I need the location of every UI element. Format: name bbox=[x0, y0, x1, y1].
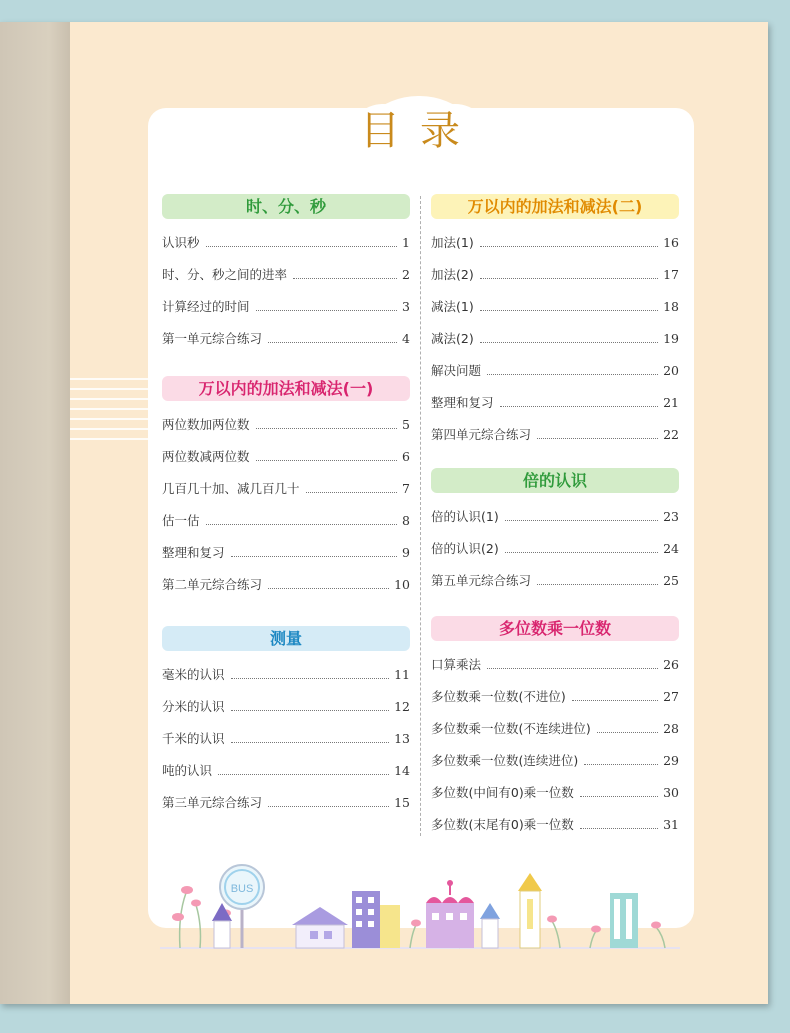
toc-entry[interactable] bbox=[431, 752, 679, 770]
toc-entry-page: 31 bbox=[663, 817, 679, 832]
column-divider bbox=[420, 196, 421, 836]
leader-dots bbox=[218, 773, 389, 775]
toc-entry-title: 两位数加两位数 bbox=[162, 417, 250, 432]
leader-dots bbox=[487, 667, 658, 669]
toc-entry-page: 22 bbox=[663, 427, 679, 442]
toc-entry-page: 11 bbox=[394, 667, 410, 682]
toc-entry[interactable] bbox=[162, 330, 410, 348]
toc-entry-title: 几百几十加、减几百几十 bbox=[162, 481, 300, 496]
toc-entry[interactable] bbox=[431, 688, 679, 706]
toc-entry-page: 15 bbox=[394, 795, 410, 810]
section-header: 多位数乘一位数 bbox=[431, 616, 679, 641]
toc-entry-page: 6 bbox=[402, 449, 410, 464]
leader-dots bbox=[231, 709, 390, 711]
bus-sign-label: BUS bbox=[230, 883, 254, 895]
toc-entry[interactable] bbox=[162, 448, 410, 466]
toc-entry-title: 毫米的认识 bbox=[162, 667, 225, 682]
toc-entry-title: 倍的认识(1) bbox=[431, 509, 499, 524]
toc-entry-title: 加法(2) bbox=[431, 267, 474, 282]
toc-entry[interactable] bbox=[162, 416, 410, 434]
leader-dots bbox=[206, 523, 398, 525]
leader-dots bbox=[256, 309, 398, 311]
leader-dots bbox=[480, 277, 658, 279]
toc-entry-title: 第五单元综合练习 bbox=[431, 573, 532, 588]
toc-entry-page: 10 bbox=[394, 577, 410, 592]
toc-entry[interactable] bbox=[431, 394, 679, 412]
toc-entry[interactable] bbox=[162, 698, 410, 716]
toc-entry-page: 17 bbox=[663, 267, 679, 282]
toc-entry-title: 千米的认识 bbox=[162, 731, 225, 746]
toc-entry-title: 两位数减两位数 bbox=[162, 449, 250, 464]
toc-entry[interactable] bbox=[431, 266, 679, 284]
leader-dots bbox=[487, 373, 658, 375]
toc-entry-page: 13 bbox=[394, 731, 410, 746]
building-icon bbox=[610, 893, 638, 948]
toc-entry-page: 4 bbox=[402, 331, 410, 346]
building-icon bbox=[426, 880, 474, 948]
page-title: 目录 bbox=[360, 108, 480, 154]
leader-dots bbox=[537, 583, 658, 585]
toc-entry-title: 时、分、秒之间的进率 bbox=[162, 267, 288, 282]
toc-entry-page: 21 bbox=[663, 395, 679, 410]
toc-entry[interactable] bbox=[431, 572, 679, 590]
leader-dots bbox=[293, 277, 397, 279]
toc-entry-page: 1 bbox=[402, 235, 410, 250]
toc-entry-title: 多位数(中间有0)乘一位数 bbox=[431, 785, 574, 800]
toc-entry[interactable] bbox=[162, 234, 410, 252]
toc-entry[interactable] bbox=[431, 720, 679, 738]
leader-dots bbox=[537, 437, 658, 439]
house-icon bbox=[480, 903, 500, 948]
toc-entry-page: 23 bbox=[663, 509, 679, 524]
toc-entry-page: 9 bbox=[402, 545, 410, 560]
section-header: 万以内的加法和减法(一) bbox=[162, 376, 410, 401]
toc-entry-page: 26 bbox=[663, 657, 679, 672]
leader-dots bbox=[580, 795, 658, 797]
toc-entry-title: 计算经过的时间 bbox=[162, 299, 250, 314]
building-icon bbox=[352, 891, 400, 948]
leader-dots bbox=[505, 551, 658, 553]
toc-entry-title: 倍的认识(2) bbox=[431, 541, 499, 556]
toc-entry[interactable] bbox=[162, 266, 410, 284]
toc-entry-title: 解决问题 bbox=[431, 363, 482, 378]
toc-entry-title: 认识秒 bbox=[162, 235, 200, 250]
toc-entry[interactable] bbox=[162, 512, 410, 530]
toc-entry-page: 18 bbox=[663, 299, 679, 314]
leader-dots bbox=[268, 805, 389, 807]
leader-dots bbox=[231, 677, 390, 679]
toc-entry[interactable] bbox=[162, 576, 410, 594]
toc-entry-page: 28 bbox=[663, 721, 679, 736]
toc-entry[interactable] bbox=[431, 298, 679, 316]
toc-entry[interactable] bbox=[162, 544, 410, 562]
toc-entry-title: 第二单元综合练习 bbox=[162, 577, 263, 592]
flower-icon bbox=[552, 921, 665, 948]
leader-dots bbox=[306, 491, 398, 493]
section-header: 测量 bbox=[162, 626, 410, 651]
toc-entry[interactable] bbox=[431, 816, 679, 834]
section-header: 倍的认识 bbox=[431, 468, 679, 493]
toc-entry-title: 整理和复习 bbox=[431, 395, 494, 410]
toc-entry-title: 多位数(末尾有0)乘一位数 bbox=[431, 817, 574, 832]
toc-entry-title: 多位数乘一位数(不连续进位) bbox=[431, 721, 591, 736]
city-illustration bbox=[160, 855, 680, 950]
leader-dots bbox=[480, 245, 658, 247]
toc-entry-page: 24 bbox=[663, 541, 679, 556]
tower-icon bbox=[518, 873, 542, 948]
toc-entry-page: 20 bbox=[663, 363, 679, 378]
toc-entry-page: 8 bbox=[402, 513, 410, 528]
toc-entry-title: 减法(2) bbox=[431, 331, 474, 346]
toc-entry-page: 27 bbox=[663, 689, 679, 704]
leader-dots bbox=[480, 341, 658, 343]
toc-entry-page: 16 bbox=[663, 235, 679, 250]
leader-dots bbox=[256, 459, 398, 461]
toc-entry[interactable] bbox=[431, 426, 679, 444]
section-header: 时、分、秒 bbox=[162, 194, 410, 219]
leader-dots bbox=[268, 341, 397, 343]
toc-entry-title: 多位数乘一位数(不进位) bbox=[431, 689, 566, 704]
toc-entry[interactable] bbox=[431, 362, 679, 380]
leader-dots bbox=[480, 309, 658, 311]
section-header: 万以内的加法和减法(二) bbox=[431, 194, 679, 219]
toc-entry-page: 30 bbox=[663, 785, 679, 800]
leader-dots bbox=[206, 245, 398, 247]
toc-entry[interactable] bbox=[431, 330, 679, 348]
toc-entry-title: 加法(1) bbox=[431, 235, 474, 250]
leader-dots bbox=[505, 519, 658, 521]
toc-entry-title: 吨的认识 bbox=[162, 763, 213, 778]
toc-entry-title: 第一单元综合练习 bbox=[162, 331, 263, 346]
toc-entry[interactable] bbox=[162, 762, 410, 780]
leader-dots bbox=[231, 555, 398, 557]
toc-entry-title: 第三单元综合练习 bbox=[162, 795, 263, 810]
toc-entry[interactable] bbox=[431, 234, 679, 252]
toc-entry-title: 多位数乘一位数(连续进位) bbox=[431, 753, 579, 768]
toc-entry[interactable] bbox=[162, 480, 410, 498]
toc-entry[interactable] bbox=[162, 298, 410, 316]
toc-entry-title: 估一估 bbox=[162, 513, 200, 528]
toc-entry-title: 整理和复习 bbox=[162, 545, 225, 560]
toc-entry-page: 19 bbox=[663, 331, 679, 346]
book-spine bbox=[0, 22, 70, 1004]
leader-dots bbox=[572, 699, 658, 701]
toc-entry[interactable] bbox=[431, 656, 679, 674]
toc-entry[interactable] bbox=[162, 666, 410, 684]
leader-dots bbox=[584, 763, 658, 765]
toc-entry-page: 5 bbox=[402, 417, 410, 432]
toc-entry-title: 第四单元综合练习 bbox=[431, 427, 532, 442]
toc-entry[interactable] bbox=[431, 784, 679, 802]
toc-entry-page: 2 bbox=[402, 267, 410, 282]
toc-entry-page: 3 bbox=[402, 299, 410, 314]
toc-entry-page: 14 bbox=[394, 763, 410, 778]
toc-entry[interactable] bbox=[431, 540, 679, 558]
toc-entry[interactable] bbox=[162, 730, 410, 748]
leader-dots bbox=[597, 731, 658, 733]
toc-entry-page: 7 bbox=[402, 481, 410, 496]
house-icon bbox=[292, 907, 348, 948]
toc-entry-page: 12 bbox=[394, 699, 410, 714]
leader-dots bbox=[500, 405, 659, 407]
decorative-lines bbox=[70, 378, 148, 440]
toc-entry-title: 口算乘法 bbox=[431, 657, 482, 672]
leader-dots bbox=[256, 427, 398, 429]
toc-entry[interactable] bbox=[431, 508, 679, 526]
toc-entry[interactable] bbox=[162, 794, 410, 812]
toc-entry-title: 分米的认识 bbox=[162, 699, 225, 714]
leader-dots bbox=[231, 741, 390, 743]
toc-entry-page: 25 bbox=[663, 573, 679, 588]
toc-entry-page: 29 bbox=[663, 753, 679, 768]
leader-dots bbox=[580, 827, 658, 829]
toc-entry-title: 减法(1) bbox=[431, 299, 474, 314]
house-icon bbox=[212, 903, 232, 948]
leader-dots bbox=[268, 587, 389, 589]
